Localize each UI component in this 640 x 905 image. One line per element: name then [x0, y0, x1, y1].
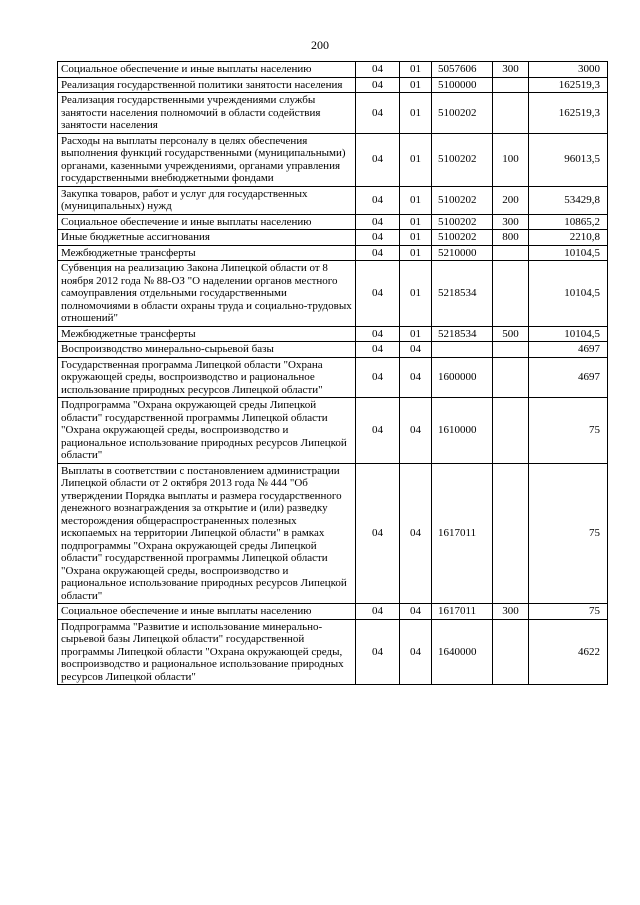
table-row [58, 93, 608, 134]
section-code-cell: 04 [356, 261, 400, 327]
target-article-code-cell: 5100202 [432, 230, 493, 246]
expense-type-code-cell [493, 245, 529, 261]
amount-cell: 162519,3 [529, 93, 608, 134]
expense-name-cell: Межбюджетные трансферты [58, 326, 356, 342]
section-code-cell: 04 [356, 62, 400, 78]
amount-cell: 4697 [529, 357, 608, 398]
target-article-code-cell: 1617011 [432, 604, 493, 620]
amount-cell: 3000 [529, 62, 608, 78]
expense-type-code-cell: 800 [493, 230, 529, 246]
section-code-cell: 04 [356, 93, 400, 134]
section-code-cell: 04 [356, 342, 400, 358]
subsection-code-cell: 04 [400, 342, 432, 358]
amount-cell: 53429,8 [529, 186, 608, 214]
subsection-code-cell: 04 [400, 463, 432, 604]
table-row [58, 619, 608, 685]
target-article-code-cell: 1640000 [432, 619, 493, 685]
expense-type-code-cell: 300 [493, 62, 529, 78]
section-code-cell: 04 [356, 133, 400, 186]
subsection-code-cell: 04 [400, 398, 432, 464]
target-article-code-cell [432, 342, 493, 358]
subsection-code-cell: 04 [400, 619, 432, 685]
expense-name-cell: Воспроизводство минерально-сырьевой базы [58, 342, 356, 358]
table-row [58, 214, 608, 230]
section-code-cell: 04 [356, 463, 400, 604]
amount-cell: 2210,8 [529, 230, 608, 246]
table-row [58, 186, 608, 214]
section-code-cell: 04 [356, 398, 400, 464]
target-article-code-cell: 1617011 [432, 463, 493, 604]
subsection-code-cell: 01 [400, 62, 432, 78]
amount-cell: 10865,2 [529, 214, 608, 230]
table-row [58, 604, 608, 620]
section-code-cell: 04 [356, 230, 400, 246]
section-code-cell: 04 [356, 619, 400, 685]
section-code-cell: 04 [356, 326, 400, 342]
section-code-cell: 04 [356, 245, 400, 261]
amount-cell: 10104,5 [529, 245, 608, 261]
table-row [58, 230, 608, 246]
subsection-code-cell: 01 [400, 214, 432, 230]
table-row [58, 133, 608, 186]
expense-type-code-cell [493, 261, 529, 327]
section-code-cell: 04 [356, 77, 400, 93]
expense-name-cell: Подпрограмма "Охрана окружающей среды Липецкой области" государственной программы Липецкой области "Охрана окружающей среды, воспроизводство и рациональное использование природных ресурсов Липецкой области" [58, 398, 356, 464]
target-article-code-cell: 5210000 [432, 245, 493, 261]
section-code-cell: 04 [356, 357, 400, 398]
expense-type-code-cell: 200 [493, 186, 529, 214]
page-number: 200 [311, 38, 329, 52]
expense-type-code-cell [493, 342, 529, 358]
subsection-code-cell: 01 [400, 230, 432, 246]
expense-name-cell: Социальное обеспечение и иные выплаты населению [58, 62, 356, 78]
target-article-code-cell: 5057606 [432, 62, 493, 78]
subsection-code-cell: 01 [400, 245, 432, 261]
expense-name-cell: Социальное обеспечение и иные выплаты населению [58, 604, 356, 620]
table-row [58, 342, 608, 358]
section-code-cell: 04 [356, 604, 400, 620]
target-article-code-cell: 5100202 [432, 133, 493, 186]
target-article-code-cell: 5100202 [432, 93, 493, 134]
expense-type-code-cell: 300 [493, 604, 529, 620]
amount-cell: 75 [529, 463, 608, 604]
table-row [58, 245, 608, 261]
table-row [58, 398, 608, 464]
expense-name-cell: Межбюджетные трансферты [58, 245, 356, 261]
amount-cell: 96013,5 [529, 133, 608, 186]
target-article-code-cell: 1600000 [432, 357, 493, 398]
subsection-code-cell: 04 [400, 604, 432, 620]
expense-name-cell: Расходы на выплаты персоналу в целях обеспечения выполнения функций государственными (муниципальными) органами, казенными учреждениями, органами управления государственными внебюджетными фондами [58, 133, 356, 186]
expense-type-code-cell: 300 [493, 214, 529, 230]
expense-name-cell: Субвенция на реализацию Закона Липецкой области от 8 ноября 2012 года № 88-ОЗ "О наделении органов местного самоуправления отдельными государственными полномочиями в области охраны труда и социально-трудовых отношений" [58, 261, 356, 327]
subsection-code-cell: 01 [400, 93, 432, 134]
subsection-code-cell: 01 [400, 77, 432, 93]
budget-table [57, 61, 608, 685]
expense-name-cell: Иные бюджетные ассигнования [58, 230, 356, 246]
expense-name-cell: Государственная программа Липецкой области "Охрана окружающей среды, воспроизводство и рациональное использование природных ресурсов Липецкой области" [58, 357, 356, 398]
table-row [58, 261, 608, 327]
expense-type-code-cell [493, 93, 529, 134]
target-article-code-cell: 1610000 [432, 398, 493, 464]
amount-cell: 75 [529, 604, 608, 620]
amount-cell: 4622 [529, 619, 608, 685]
expense-type-code-cell [493, 398, 529, 464]
section-code-cell: 04 [356, 186, 400, 214]
expense-type-code-cell [493, 463, 529, 604]
table-row [58, 357, 608, 398]
expense-type-code-cell [493, 357, 529, 398]
amount-cell: 10104,5 [529, 261, 608, 327]
target-article-code-cell: 5100202 [432, 186, 493, 214]
expense-name-cell: Социальное обеспечение и иные выплаты населению [58, 214, 356, 230]
table-row [58, 463, 608, 604]
target-article-code-cell: 5100202 [432, 214, 493, 230]
table-row [58, 326, 608, 342]
section-code-cell: 04 [356, 214, 400, 230]
expense-name-cell: Выплаты в соответствии с постановлением администрации Липецкой области от 2 октября 2013 года № 444 "Об утверждении Порядка выплаты и размера государственного денежного вознаграждения за открытие и (или) разведку месторождения общераспространенных полезных ископаемых на территории Липецкой области" в рамках подпрограммы "Охрана окружающей среды Липецкой области" государственной программы Липецкой области "Охрана окружающей среды, воспроизводство и рациональное использование природных ресурсов Липецкой области" [58, 463, 356, 604]
table-row [58, 62, 608, 78]
amount-cell: 162519,3 [529, 77, 608, 93]
target-article-code-cell: 5218534 [432, 261, 493, 327]
expense-type-code-cell [493, 619, 529, 685]
expense-name-cell: Реализация государственными учреждениями службы занятости населения полномочий в области содействия занятости населения [58, 93, 356, 134]
target-article-code-cell: 5218534 [432, 326, 493, 342]
amount-cell: 4697 [529, 342, 608, 358]
subsection-code-cell: 04 [400, 357, 432, 398]
amount-cell: 75 [529, 398, 608, 464]
subsection-code-cell: 01 [400, 326, 432, 342]
expense-name-cell: Реализация государственной политики занятости населения [58, 77, 356, 93]
subsection-code-cell: 01 [400, 186, 432, 214]
subsection-code-cell: 01 [400, 133, 432, 186]
expense-name-cell: Закупка товаров, работ и услуг для государственных (муниципальных) нужд [58, 186, 356, 214]
subsection-code-cell: 01 [400, 261, 432, 327]
expense-type-code-cell [493, 77, 529, 93]
amount-cell: 10104,5 [529, 326, 608, 342]
expense-type-code-cell: 100 [493, 133, 529, 186]
expense-type-code-cell: 500 [493, 326, 529, 342]
table-row [58, 77, 608, 93]
target-article-code-cell: 5100000 [432, 77, 493, 93]
expense-name-cell: Подпрограмма "Развитие и использование минерально-сырьевой базы Липецкой области" государственной программы Липецкой области "Охрана окружающей среды, воспроизводство и рациональное использование природных ресурсов Липецкой области" [58, 619, 356, 685]
